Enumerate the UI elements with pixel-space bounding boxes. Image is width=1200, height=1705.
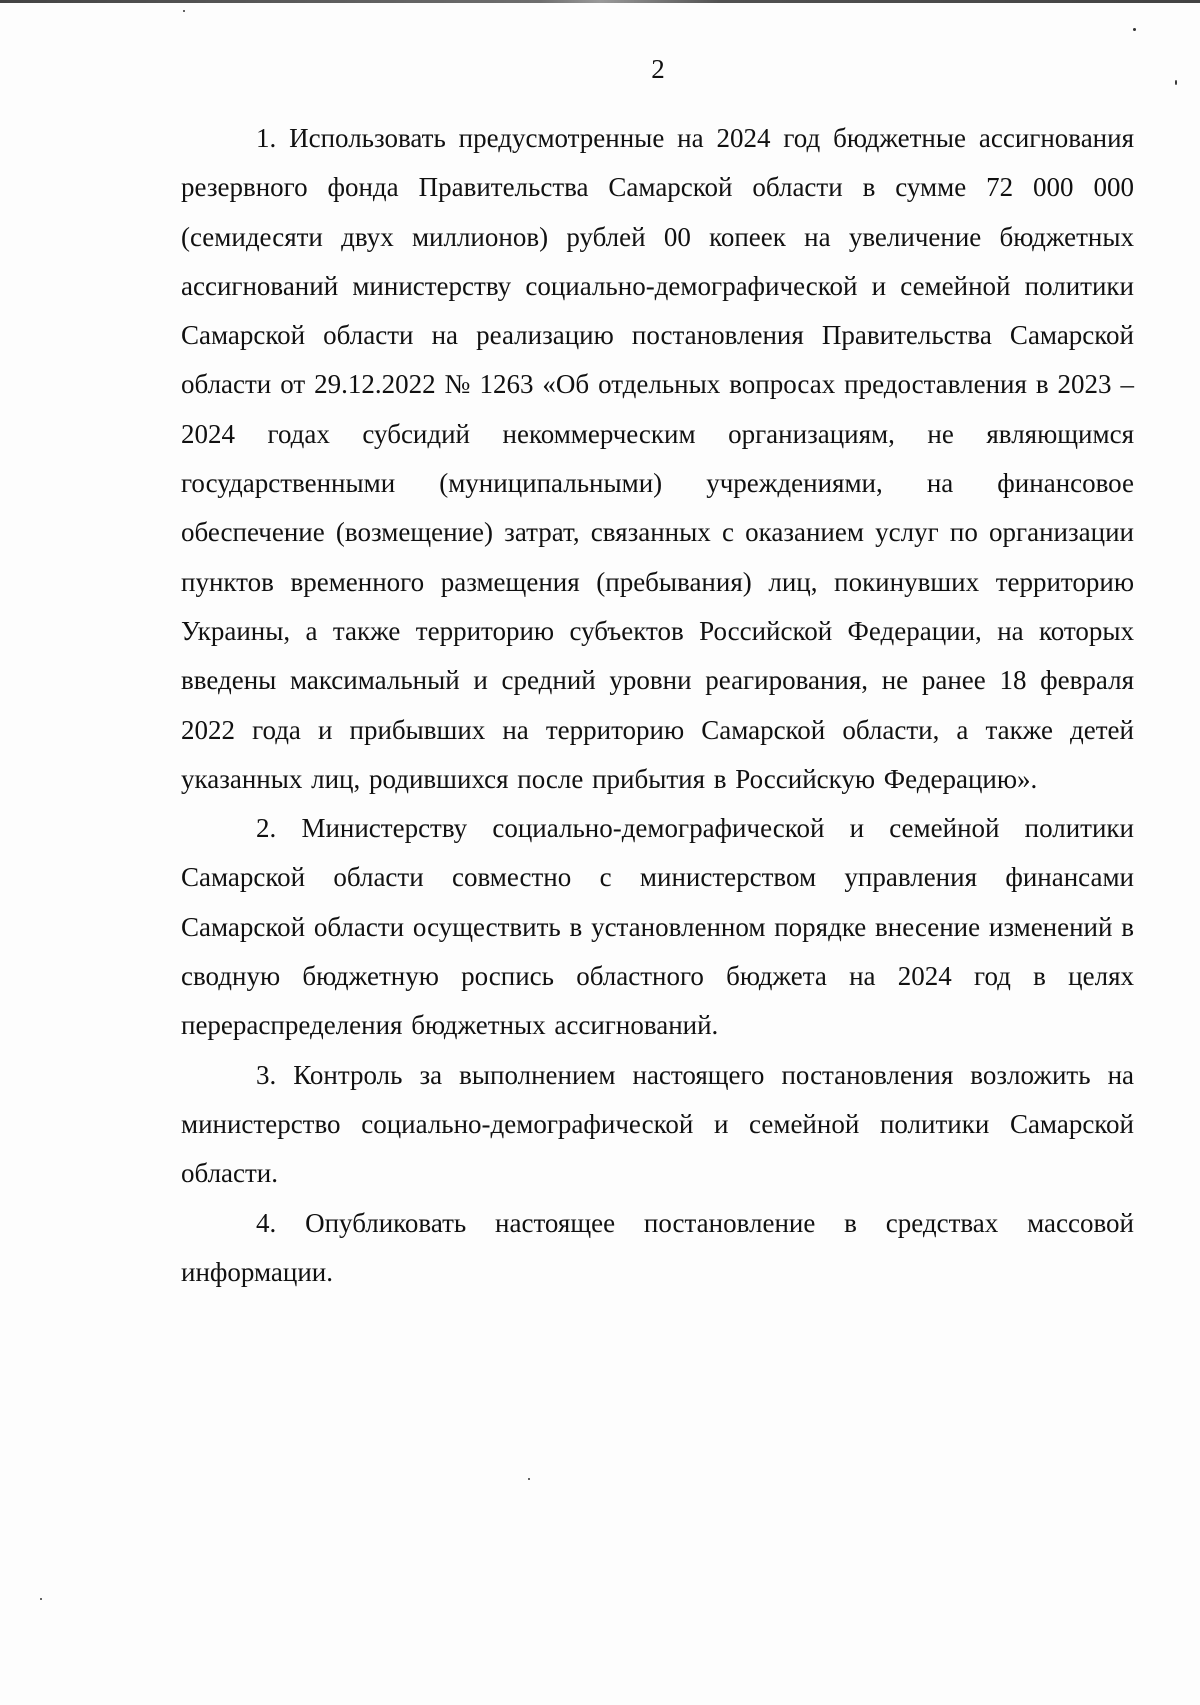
paragraph-3: 3. Контроль за выполнением настоящего постановления возложить на министерство социально-демографической и семейной политики Самарской области. [181, 1059, 1134, 1189]
scan-speck [1133, 28, 1136, 31]
document-body [181, 114, 1134, 1297]
page-number: 2 [651, 54, 665, 84]
paragraph-1: 1. Использовать предусмотренные на 2024 год бюджетные ассигнования резервного фонда Правительства Самарской области в сумме 72 000 000 (семидесяти двух миллионов) рублей 00 копеек на увеличение бюджетных ассигнований министерству социально-демографической и семейной политики Самарской области на реализацию постановления Правительства Самарской области от 29.12.2022 № 1263 «Об отдельных вопросах предоставления в 2023 – 2024 годах субсидий некоммерческим организациям, не являющимся государственными (муниципальными) учреждениями, на финансовое обеспечение (возмещение) затрат, связанных с оказанием услуг по организации пунктов временного размещения (пребывания) лиц, покинувших территорию Украины, а также территорию субъектов Российской Федерации, на которых введены максимальный и средний уровни реагирования, не ранее 18 февраля 2022 года и прибывших на территорию Самарской области, а также детей указанных лиц, родившихся после прибытия в Российскую Федерацию». [181, 123, 1134, 794]
scan-edge-line [0, 0, 1200, 3]
paragraph-4: 4. Опубликовать настоящее постановление в средствах массовой информации. [181, 1207, 1134, 1287]
scan-speck [528, 1478, 530, 1480]
paragraph-2: 2. Министерству социально-демографической и семейной политики Самарской области совместно с министерством управления финансами Самарской области осуществить в установленном порядке внесение изменений в сводную бюджетную роспись областного бюджета на 2024 год в целях перераспределения бюджетных ассигнований. [181, 813, 1134, 1041]
scan-speck [183, 10, 185, 12]
scan-speck [40, 1598, 42, 1600]
